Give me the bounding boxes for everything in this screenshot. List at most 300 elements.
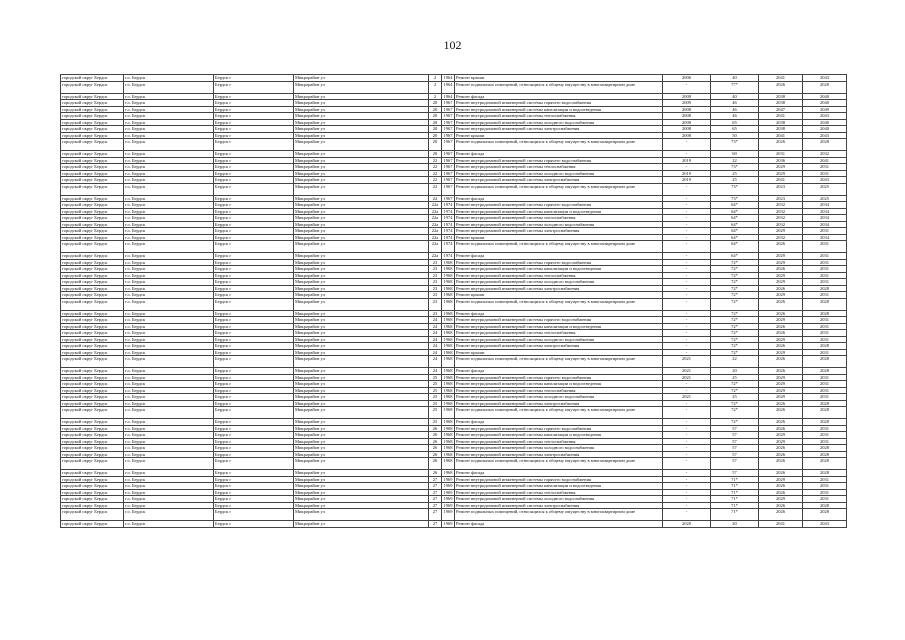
municipality-cell: г.о. Бердск [124,177,214,184]
build-year-cell: 1968 [443,343,453,348]
district-cell: городской округ Бердск [61,317,124,324]
plan-end-cell: 2031 [803,323,847,330]
plan-end-cell: 2028 [803,368,847,375]
street-cell: Микрорайон ул [294,215,429,222]
house-number-cell: 26 [429,470,442,477]
wear-percent-cell: 57 [711,451,759,458]
plan-end-cell: 2028 [803,407,847,419]
street-cell: Микрорайон ул [294,75,429,82]
build-year-cell: 1969 [443,521,453,526]
wear-percent-cell: 72* [711,272,759,279]
house-number-cell: 23 [429,279,442,286]
plan-end-cell: 2031 [803,164,847,171]
work-type-cell: Ремонт внутридомовой инженерной системы холодного водоснабжения [455,170,663,177]
plan-start-cell: 2026 [759,489,803,496]
last-repair-year-cell: - [663,81,711,93]
plan-end-cell: 2031 [803,374,847,381]
wear-percent-cell: 71* [711,496,759,503]
municipality-cell: г.о. Бердск [124,438,214,445]
district-cell: городской округ Бердск [61,407,124,419]
settlement-cell: Бердск г [214,343,294,350]
street-cell: Микрорайон ул [294,298,429,310]
district-cell: городской округ Бердск [61,387,124,394]
municipality-cell: г.о. Бердск [124,336,214,343]
municipality-cell: г.о. Бердск [124,419,214,426]
last-repair-year-cell: - [663,317,711,324]
settlement-cell: Бердск г [214,272,294,279]
work-type-cell: Ремонт подвальных помещений, относящихся к общему имуществу в многоквартирном доме [455,81,663,93]
municipality-cell: г.о. Бердск [124,285,214,292]
settlement-cell: Бердск г [214,521,294,528]
district-cell: городской округ Бердск [61,75,124,82]
street-cell: Микрорайон ул [294,106,429,113]
plan-start-cell: 2026 [759,310,803,317]
street-cell: Микрорайон ул [294,483,429,490]
settlement-cell: Бердск г [214,336,294,343]
street-cell: Микрорайон ул [294,470,429,477]
build-year-cell: 1968 [443,374,453,380]
wear-percent-cell: 25 [711,394,759,401]
settlement-cell: Бердск г [214,476,294,483]
wear-percent-cell: 50 [711,132,759,139]
house-number-cell: 23 [429,259,442,266]
municipality-cell: г.о. Бердск [124,483,214,490]
wear-percent-cell: 72* [711,323,759,330]
plan-start-cell: 2029 [759,317,803,324]
last-repair-year-cell: - [663,476,711,483]
work-type-cell: Ремонт внутридомовой инженерной системы канализации и водоотведения [455,266,663,273]
plan-end-cell: 2028 [803,310,847,317]
municipality-cell: г.о. Бердск [124,100,214,107]
settlement-cell: Бердск г [214,356,294,368]
district-cell: городской округ Бердск [61,343,124,350]
last-repair-year-cell: - [663,509,711,521]
last-repair-year-cell: - [663,489,711,496]
plan-start-cell: 2029 [759,272,803,279]
plan-end-cell: 2043 [803,75,847,82]
last-repair-year-cell: - [663,234,711,241]
house-number-cell: 25 [429,407,442,419]
table-row [61,509,847,521]
work-type-cell: Ремонт внутридомовой инженерной системы канализации и водоотведения [455,432,663,439]
page-number: 102 [443,38,462,52]
plan-start-cell: 2041 [759,113,803,120]
plan-end-cell: 2031 [803,349,847,356]
last-repair-year-cell: 2008 [663,132,711,139]
plan-end-cell: 2031 [803,336,847,343]
build-year-cell: 1968 [443,310,453,316]
settlement-cell: Бердск г [214,374,294,381]
work-type-cell: Ремонт крыши [455,349,663,356]
work-type-cell: Ремонт подвальных помещений, относящихся к общему имуществу в многоквартирном доме [455,356,663,368]
last-repair-year-cell: - [663,310,711,317]
plan-start-cell: 2041 [759,75,803,82]
settlement-cell: Бердск г [214,310,294,317]
build-year-cell: 1968 [443,368,453,373]
settlement-cell: Бердск г [214,292,294,299]
plan-end-cell: 2031 [803,432,847,439]
plan-end-cell: 2031 [803,317,847,324]
municipality-cell: г.о. Бердск [124,279,214,286]
street-cell: Микрорайон ул [294,356,429,368]
street-cell: Микрорайон ул [294,113,429,120]
wear-percent-cell: 57 [711,445,759,452]
last-repair-year-cell: - [663,208,711,215]
municipality-cell: г.о. Бердск [124,425,214,432]
build-year-cell: 1974 [443,253,453,258]
house-number-cell: 22а [429,228,442,235]
municipality-cell: г.о. Бердск [124,317,214,324]
district-cell: городской округ Бердск [61,451,124,458]
wear-percent-cell: 57 [711,470,759,477]
municipality-cell: г.о. Бердск [124,496,214,503]
build-year-cell: 1968 [443,336,453,342]
build-year-cell: 1968 [442,458,455,470]
district-cell: городской округ Бердск [61,259,124,266]
wear-percent-cell: 72* [711,292,759,299]
plan-start-cell: 2029 [759,228,803,235]
work-type-cell: Ремонт внутридомовой инженерной системы горячего водоснабжения [455,259,663,266]
plan-end-cell: 2031 [803,266,847,273]
district-cell: городской округ Бердск [61,139,124,151]
street-cell: Микрорайон ул [294,151,429,158]
work-type-cell: Ремонт внутридомовой инженерной системы горячего водоснабжения [455,157,663,164]
wear-percent-cell: 57 [711,432,759,439]
work-type-cell: Ремонт внутридомовой инженерной системы электроснабжения [455,343,663,350]
settlement-cell: Бердск г [214,298,294,310]
street-cell: Микрорайон ул [294,496,429,503]
last-repair-year-cell: - [663,349,711,356]
work-type-cell: Ремонт внутридомовой инженерной системы канализации и водоотведения [455,106,663,113]
municipality-cell: г.о. Бердск [124,298,214,310]
plan-end-cell: 2031 [803,489,847,496]
work-type-cell: Ремонт подвальных помещений, относящихся к общему имуществу в многоквартирном доме [455,241,663,253]
settlement-cell: Бердск г [214,470,294,477]
last-repair-year-cell: - [663,292,711,299]
street-cell: Микрорайон ул [294,310,429,317]
build-year-cell: 1967 [443,177,453,182]
wear-percent-cell: 46 [711,100,759,107]
settlement-cell: Бердск г [214,458,294,470]
work-type-cell: Ремонт внутридомовой инженерной системы холодного водоснабжения [455,119,663,126]
settlement-cell: Бердск г [214,323,294,330]
municipality-cell: г.о. Бердск [124,208,214,215]
wear-percent-cell: 71* [711,509,759,521]
street-cell: Микрорайон ул [294,509,429,521]
work-type-cell: Ремонт внутридомовой инженерной системы электроснабжения [455,451,663,458]
district-cell: городской округ Бердск [61,157,124,164]
build-year-cell: 1968 [443,259,453,265]
build-year-cell: 1968 [443,330,453,335]
district-cell: городской округ Бердск [61,228,124,235]
street-cell: Микрорайон ул [294,323,429,330]
plan-start-cell: 2032 [759,208,803,215]
wear-percent-cell: 73* [711,183,759,195]
last-repair-year-cell: - [663,330,711,337]
work-type-cell: Ремонт внутридомовой инженерной системы канализации и водоотведения [455,381,663,388]
district-cell: городской округ Бердск [61,119,124,126]
work-type-cell: Ремонт внутридомовой инженерной системы холодного водоснабжения [455,394,663,401]
wear-percent-cell: 72* [711,285,759,292]
plan-end-cell: 2031 [803,228,847,235]
district-cell: городской округ Бердск [61,298,124,310]
wear-percent-cell: 57 [711,458,759,470]
last-repair-year-cell: - [663,387,711,394]
municipality-cell: г.о. Бердск [124,164,214,171]
wear-percent-cell: 64* [711,234,759,241]
wear-percent-cell: 64* [711,215,759,222]
district-cell: городской округ Бердск [61,93,124,100]
work-type-cell: Ремонт внутридомовой инженерной системы теплоснабжения [455,272,663,279]
municipality-cell: г.о. Бердск [124,241,214,253]
build-year-cell: 1968 [442,356,455,368]
wear-percent-cell: 71* [711,483,759,490]
plan-start-cell: 2047 [759,106,803,113]
settlement-cell: Бердск г [214,241,294,253]
work-type-cell: Ремонт внутридомовой инженерной системы теплоснабжения [455,215,663,222]
plan-start-cell: 2038 [759,119,803,126]
last-repair-year-cell: - [663,221,711,228]
district-cell: городской округ Бердск [61,151,124,158]
settlement-cell: Бердск г [214,496,294,503]
last-repair-year-cell: - [663,151,711,158]
plan-end-cell: 2031 [803,253,847,260]
last-repair-year-cell: - [663,215,711,222]
last-repair-year-cell: - [663,241,711,253]
street-cell: Микрорайон ул [294,164,429,171]
wear-percent-cell: 72* [711,298,759,310]
district-cell: городской округ Бердск [61,183,124,195]
municipality-cell: г.о. Бердск [124,81,214,93]
house-number-cell: 24 [429,336,442,343]
house-number-cell: 23 [429,310,442,317]
settlement-cell: Бердск г [214,394,294,401]
municipality-cell: г.о. Бердск [124,476,214,483]
last-repair-year-cell: - [663,419,711,426]
plan-end-cell: 2043 [803,113,847,120]
last-repair-year-cell: 2019 [663,170,711,177]
plan-start-cell: 2026 [759,451,803,458]
plan-start-cell: 2026 [759,266,803,273]
house-number-cell: 27 [429,483,442,490]
municipality-cell: г.о. Бердск [124,407,214,419]
plan-end-cell: 2031 [803,387,847,394]
street-cell: Микрорайон ул [294,272,429,279]
district-cell: городской округ Бердск [61,419,124,426]
house-number-cell: 20 [429,113,442,120]
municipality-cell: г.о. Бердск [124,368,214,375]
district-cell: городской округ Бердск [61,336,124,343]
work-type-cell: Ремонт внутридомовой инженерной системы теплоснабжения [455,387,663,394]
municipality-cell: г.о. Бердск [124,221,214,228]
wear-percent-cell: 64* [711,208,759,215]
district-cell: городской округ Бердск [61,215,124,222]
settlement-cell: Бердск г [214,100,294,107]
plan-end-cell: 2031 [803,425,847,432]
plan-end-cell: 2028 [803,509,847,521]
house-number-cell: 20 [429,151,442,158]
house-number-cell: 22а [429,208,442,215]
build-year-cell: 1964 [442,81,455,93]
plan-end-cell: 2031 [803,259,847,266]
settlement-cell: Бердск г [214,81,294,93]
work-type-cell: Ремонт внутридомовой инженерной системы теплоснабжения [455,438,663,445]
plan-end-cell: 2031 [803,170,847,177]
build-year-cell: 1968 [443,445,453,450]
build-year-cell: 1968 [443,425,453,431]
build-year-cell: 1967 [443,157,453,163]
work-type-cell: Ремонт внутридомовой инженерной системы горячего водоснабжения [455,202,663,209]
wear-percent-cell: 73* [711,164,759,171]
wear-percent-cell: 72* [711,259,759,266]
plan-start-cell: 2038 [759,93,803,100]
wear-percent-cell: 64* [711,241,759,253]
street-cell: Микрорайон ул [294,132,429,139]
district-cell: городской округ Бердск [61,374,124,381]
work-type-cell: Ремонт внутридомовой инженерной системы электроснабжения [455,177,663,184]
plan-start-cell: 2029 [759,170,803,177]
work-type-cell: Ремонт внутридомовой инженерной системы горячего водоснабжения [455,425,663,432]
house-number-cell: 24 [429,323,442,330]
municipality-cell: г.о. Бердск [124,310,214,317]
plan-start-cell: 2041 [759,521,803,528]
municipality-cell: г.о. Бердск [124,400,214,407]
municipality-cell: г.о. Бердск [124,323,214,330]
street-cell: Микрорайон ул [294,228,429,235]
last-repair-year-cell: - [663,228,711,235]
plan-end-cell: 2034 [803,215,847,222]
street-cell: Микрорайон ул [294,387,429,394]
plan-start-cell: 2026 [759,425,803,432]
street-cell: Микрорайон ул [294,208,429,215]
district-cell: городской округ Бердск [61,438,124,445]
build-year-cell: 1968 [443,432,453,437]
work-type-cell: Ремонт внутридомовой инженерной системы электроснабжения [455,228,663,235]
street-cell: Микрорайон ул [294,126,429,133]
plan-start-cell: 2029 [759,292,803,299]
build-year-cell: 1967 [442,139,455,151]
last-repair-year-cell: - [663,298,711,310]
district-cell: городской округ Бердск [61,400,124,407]
build-year-cell: 1967 [443,126,453,131]
street-cell: Микрорайон ул [294,195,429,202]
work-type-cell: Ремонт подвальных помещений, относящихся к общему имуществу в многоквартирном доме [455,298,663,310]
build-year-cell: 1974 [443,221,453,227]
street-cell: Микрорайон ул [294,266,429,273]
district-cell: городской округ Бердск [61,253,124,260]
municipality-cell: г.о. Бердск [124,349,214,356]
wear-percent-cell: 72* [711,419,759,426]
district-cell: городской округ Бердск [61,241,124,253]
street-cell: Микрорайон ул [294,177,429,184]
district-cell: городской округ Бердск [61,285,124,292]
plan-end-cell: 2034 [803,202,847,209]
plan-end-cell: 2040 [803,93,847,100]
build-year-cell: 1964 [443,75,453,80]
plan-end-cell: 2031 [803,476,847,483]
street-cell: Микрорайон ул [294,400,429,407]
street-cell: Микрорайон ул [294,419,429,426]
municipality-cell: г.о. Бердск [124,139,214,151]
plan-end-cell: 2040 [803,126,847,133]
settlement-cell: Бердск г [214,285,294,292]
plan-start-cell: 2029 [759,476,803,483]
street-cell: Микрорайон ул [294,292,429,299]
district-cell: городской округ Бердск [61,483,124,490]
work-type-cell: Ремонт подвальных помещений, относящихся к общему имуществу в многоквартирном доме [455,407,663,419]
street-cell: Микрорайон ул [294,93,429,100]
work-type-cell: Ремонт подвальных помещений, относящихся к общему имуществу в многоквартирном доме [455,458,663,470]
district-cell: городской округ Бердск [61,208,124,215]
wear-percent-cell: 64* [711,228,759,235]
plan-end-cell: 2031 [803,496,847,503]
municipality-cell: г.о. Бердск [124,228,214,235]
plan-end-cell: 2028 [803,356,847,368]
settlement-cell: Бердск г [214,419,294,426]
wear-percent-cell: 25 [711,170,759,177]
street-cell: Микрорайон ул [294,343,429,350]
municipality-cell: г.о. Бердск [124,381,214,388]
street-cell: Микрорайон ул [294,489,429,496]
build-year-cell: 1968 [442,407,455,419]
wear-percent-cell: 71* [711,502,759,509]
wear-percent-cell: 64* [711,202,759,209]
work-type-cell: Ремонт фасада [455,470,663,477]
district-cell: городской округ Бердск [61,126,124,133]
plan-start-cell: 2023 [759,183,803,195]
plan-start-cell: 2032 [759,215,803,222]
settlement-cell: Бердск г [214,279,294,286]
build-year-cell: 1967 [443,164,453,169]
house-number-cell: 25 [429,419,442,426]
municipality-cell: г.о. Бердск [124,253,214,260]
house-number-cell: 26 [429,458,442,470]
work-type-cell: Ремонт внутридомовой инженерной системы холодного водоснабжения [455,336,663,343]
house-number-cell: 24 [429,330,442,337]
build-year-cell: 1967 [443,170,453,176]
build-year-cell: 1968 [443,279,453,284]
last-repair-year-cell: - [663,343,711,350]
last-repair-year-cell: - [663,445,711,452]
municipality-cell: г.о. Бердск [124,387,214,394]
house-number-cell: 24 [429,343,442,350]
municipality-cell: г.о. Бердск [124,470,214,477]
plan-start-cell: 2026 [759,483,803,490]
build-year-cell: 1969 [443,502,453,508]
settlement-cell: Бердск г [214,349,294,356]
house-number-cell: 26 [429,425,442,432]
work-type-cell: Ремонт внутридомовой инженерной системы горячего водоснабжения [455,317,663,324]
district-cell: городской округ Бердск [61,106,124,113]
district-cell: городской округ Бердск [61,521,124,528]
plan-start-cell: 2038 [759,100,803,107]
table-row [61,521,847,528]
house-number-cell: 27 [429,521,442,528]
build-year-cell: 1968 [443,438,453,444]
house-number-cell: 25 [429,394,442,401]
street-cell: Микрорайон ул [294,451,429,458]
table-row [61,356,847,368]
wear-percent-cell: 57 [711,438,759,445]
last-repair-year-cell: - [663,425,711,432]
plan-end-cell: 2025 [803,195,847,202]
street-cell: Микрорайон ул [294,432,429,439]
wear-percent-cell: 20 [711,521,759,528]
plan-end-cell: 2028 [803,139,847,151]
wear-percent-cell: 72* [711,343,759,350]
house-number-cell: 26 [429,438,442,445]
municipality-cell: г.о. Бердск [124,432,214,439]
